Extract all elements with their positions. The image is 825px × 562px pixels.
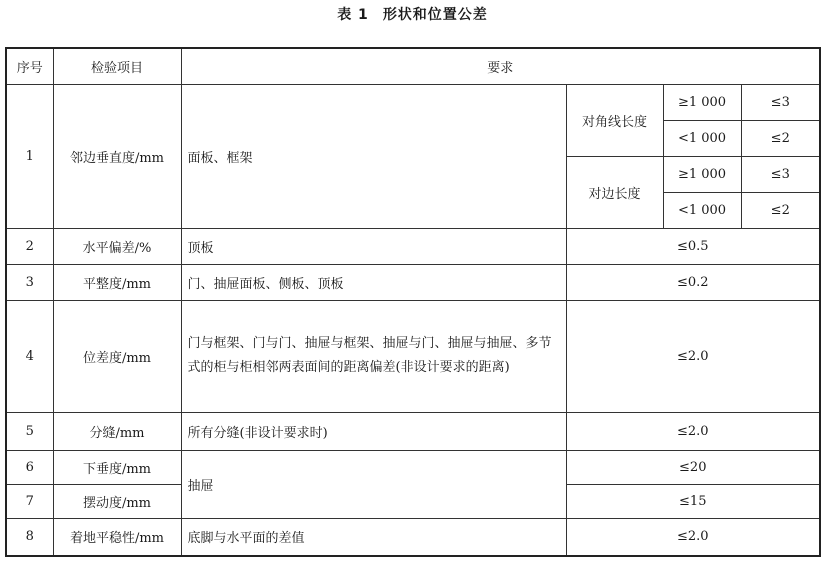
item-cell: 摆动度/mm — [53, 484, 181, 518]
length-cell: <1 000 — [663, 120, 741, 156]
seq-cell: 7 — [6, 484, 53, 518]
seq-cell: 6 — [6, 450, 53, 484]
header-row — [6, 48, 820, 84]
item-cell: 水平偏差/% — [53, 228, 181, 264]
scope-cell: 抽屉 — [181, 450, 566, 518]
length-cell: ≥1 000 — [663, 156, 741, 192]
table-caption — [0, 4, 825, 24]
table-row — [6, 518, 820, 556]
value-cell: ≤2.0 — [566, 518, 820, 556]
seq-cell: 4 — [6, 300, 53, 412]
seq-cell: 2 — [6, 228, 53, 264]
item-cell: 分缝/mm — [53, 412, 181, 450]
item-cell: 下垂度/mm — [53, 450, 181, 484]
length-cell: <1 000 — [663, 192, 741, 228]
value-cell: ≤3 — [741, 84, 820, 120]
scope-cell: 所有分缝(非设计要求时) — [181, 412, 566, 450]
header-seq: 序号 — [6, 48, 53, 84]
table-row — [6, 228, 820, 264]
item-cell: 位差度/mm — [53, 300, 181, 412]
table-row — [6, 264, 820, 300]
seq-cell: 1 — [6, 84, 53, 228]
value-cell: ≤2 — [741, 120, 820, 156]
header-item: 检验项目 — [53, 48, 181, 84]
seq-cell: 5 — [6, 412, 53, 450]
table-row — [6, 84, 820, 120]
length-cell: ≥1 000 — [663, 84, 741, 120]
value-cell: ≤2 — [741, 192, 820, 228]
value-cell: ≤3 — [741, 156, 820, 192]
scope-cell: 顶板 — [181, 228, 566, 264]
sub-label-cell: 对角线长度 — [566, 84, 663, 156]
sub-label-cell: 对边长度 — [566, 156, 663, 228]
table-row — [6, 300, 820, 412]
item-cell: 着地平稳性/mm — [53, 518, 181, 556]
value-cell: ≤2.0 — [566, 300, 820, 412]
item-cell: 平整度/mm — [53, 264, 181, 300]
table-number: 表 1 — [337, 7, 369, 23]
seq-cell: 8 — [6, 518, 53, 556]
item-cell: 邻边垂直度/mm — [53, 84, 181, 228]
value-cell: ≤20 — [566, 450, 820, 484]
tolerance-table — [5, 47, 821, 557]
seq-cell: 3 — [6, 264, 53, 300]
header-requirement: 要求 — [181, 48, 820, 84]
table-row — [6, 450, 820, 484]
table-row — [6, 412, 820, 450]
value-cell: ≤2.0 — [566, 412, 820, 450]
value-cell: ≤0.5 — [566, 228, 820, 264]
scope-cell: 门、抽屉面板、侧板、顶板 — [181, 264, 566, 300]
scope-cell: 底脚与水平面的差值 — [181, 518, 566, 556]
scope-cell: 门与框架、门与门、抽屉与框架、抽屉与门、抽屉与抽屉、多节式的柜与柜相邻两表面间的距离偏差(非设计要求的距离) — [181, 300, 566, 412]
value-cell: ≤0.2 — [566, 264, 820, 300]
table-title: 形状和位置公差 — [382, 7, 488, 23]
value-cell: ≤15 — [566, 484, 820, 518]
scope-cell: 面板、框架 — [181, 84, 566, 228]
